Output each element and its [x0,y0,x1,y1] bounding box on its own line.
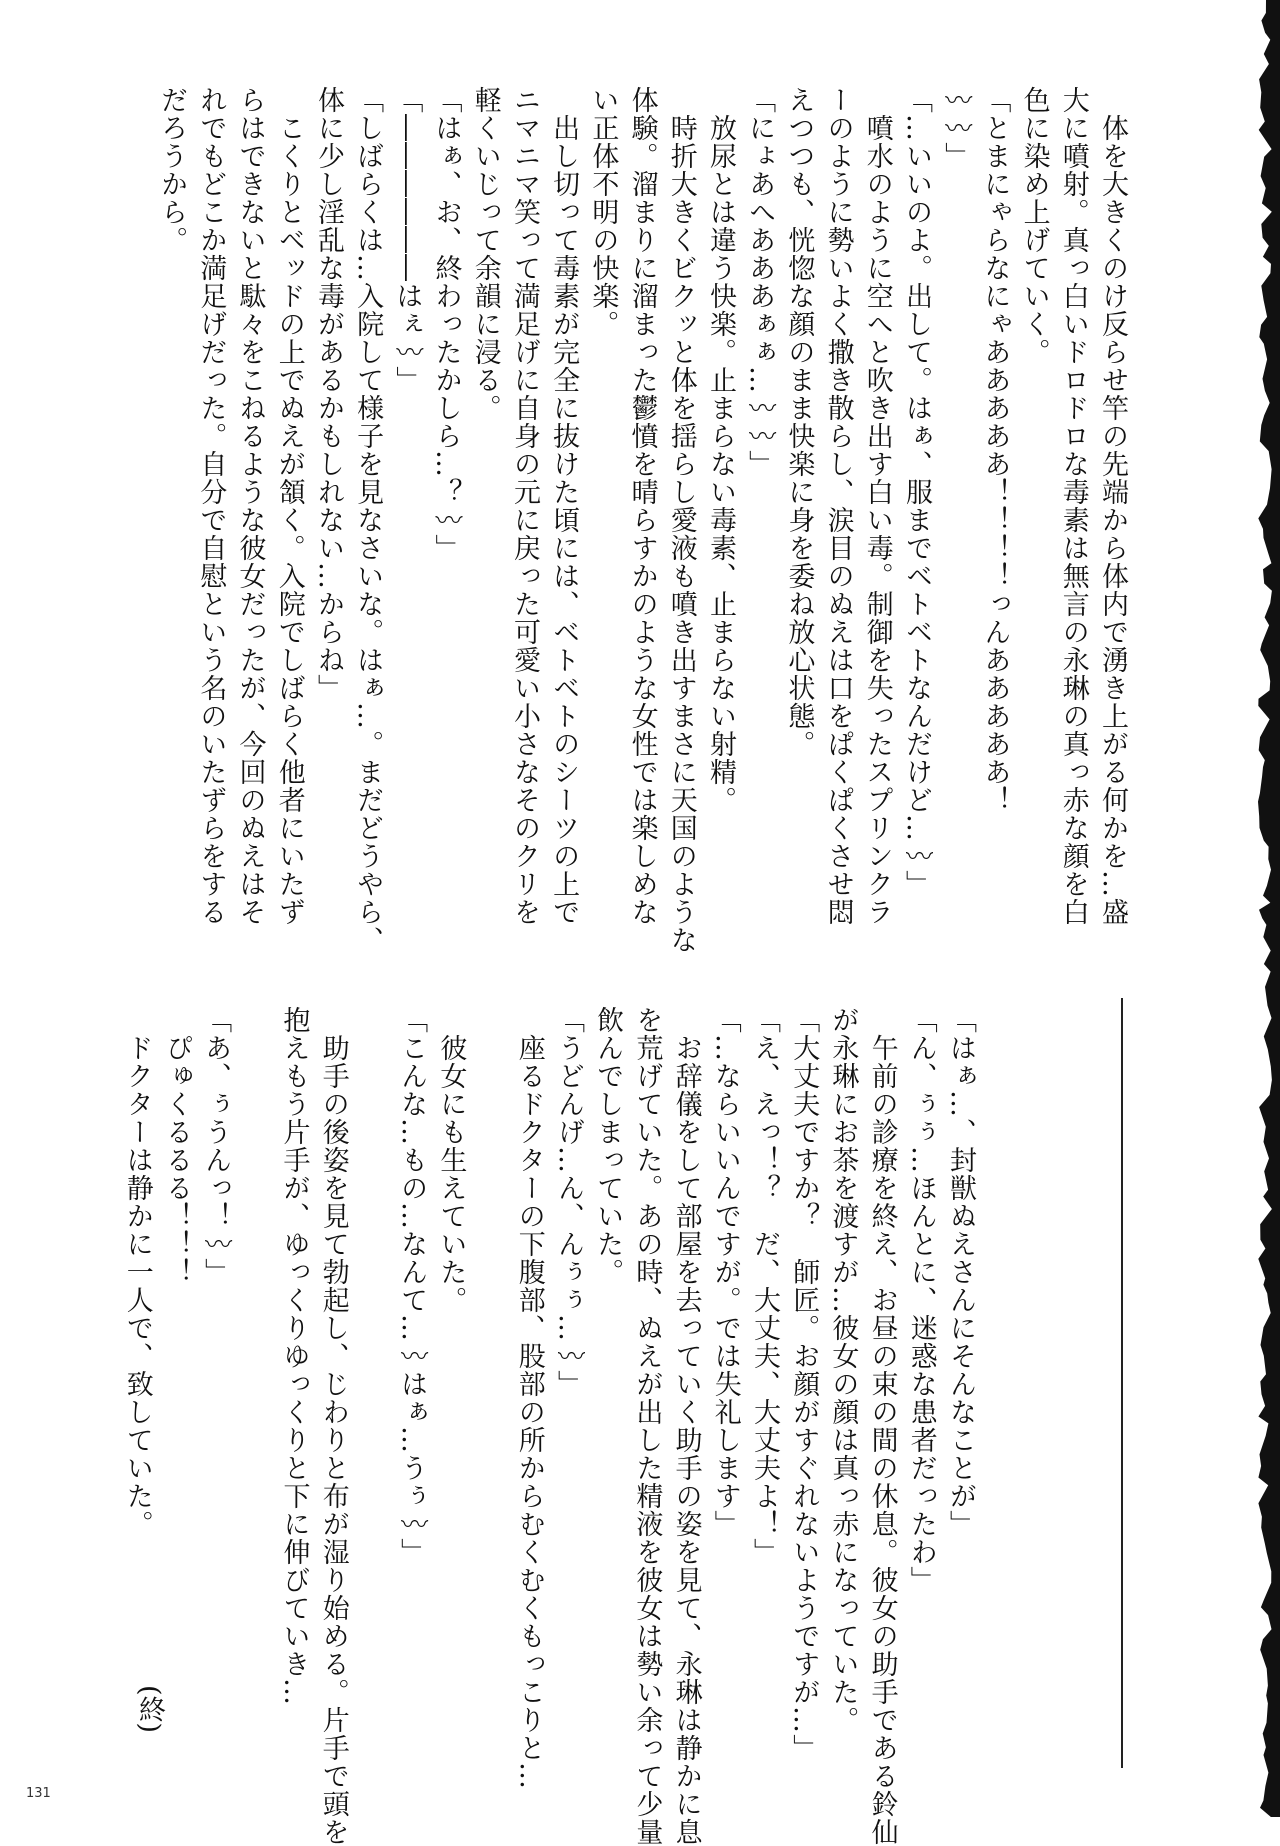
upper-text-line: らはできないと駄々をこねるような彼女だったが、今回のぬえはそ [234,86,266,926]
lower-text-line: 「うどんげ…ん、んぅぅ…〰」 [552,1006,584,1398]
lower-text-line: 午前の診療を終え、お昼の束の間の休息。彼女の助手である鈴仙 [866,1006,898,1846]
lower-text-line: 「はぁ…、封獣ぬえさんにそんなことが」 [945,1006,976,1538]
upper-text-line: 「はぁ、お、終わったかしら…？〰」 [430,86,462,562]
upper-text-line: 「にょあへあああぁぁ…〰〰」 [744,86,776,478]
upper-text-line: 〰〰」 [940,86,972,170]
upper-text-line: ーのように勢いよく撒き散らし、涙目のぬえは口をぱくぱくさせ悶 [822,86,854,926]
upper-text-line: だろうから。 [156,86,188,254]
upper-text-line: 時折大きくビクッと体を揺らし愛液も噴き出すまさに天国のような [665,86,697,954]
upper-text-line: えつつも、恍惚な顔のまま快楽に身を委ね放心状態。 [783,86,815,758]
upper-text-line: 体験。溜まりに溜まった鬱憤を晴らすかのような女性では楽しめな [626,86,658,926]
upper-text-line: 「…いいのよ。出して。はぁ、服までベトベトなんだけど…〰」 [900,86,932,898]
lower-text-block [118,1006,980,1846]
lower-text-line: ぴゅくるるる！！！ [160,1006,192,1286]
torn-edge-decoration [1244,0,1280,1817]
lower-text-line: 座るドクターの下腹部、股部の所からむくむくもっこりと… [513,1006,545,1790]
upper-text-line: 軽くいじって余韻に浸る。 [469,86,501,422]
end-mark: (終) [134,1685,165,1734]
lower-text-line: が永琳にお茶を渡すが…彼女の顔は真っ赤になっていた。 [827,1006,859,1734]
upper-text-line: 「――――――はぇ〰」 [391,86,423,394]
upper-text-line: れでもどこか満足げだった。自分で自慰という名のいたずらをする [195,86,227,926]
upper-text-line: 体に少し淫乱な毒があるかもしれない…からね」 [312,86,344,702]
lower-text-line: 「大丈夫ですか？ 師匠。お顔がすぐれないようですが…」 [788,1006,820,1762]
lower-text-line: 「ん、ぅぅ…ほんとに、迷惑な患者だったわ」 [905,1006,937,1594]
lower-text-line: 助手の後姿を見て勃起し、じわりと布が湿り始める。片手で頭を [317,1006,349,1846]
upper-text-line: 大に噴射。真っ白いドロドロな毒素は無言の永琳の真っ赤な顔を白 [1057,86,1089,926]
upper-text-line: 放尿とは違う快楽。止まらない毒素、止まらない射精。 [704,86,736,814]
lower-text-line: 「…ならいいんですが。では失礼します」 [709,1006,741,1538]
lower-text-line: お辞儀をして部屋を去っていく助手の姿を見て、永琳は静かに息 [670,1006,702,1846]
lower-text-line: 彼女にも生えていた。 [435,1006,467,1314]
upper-text-line: い正体不明の快楽。 [587,86,619,338]
lower-text-line: 「こんな…もの…なんて…〰はぁ…うぅ〰」 [396,1006,428,1566]
lower-text-line: 抱えもう片手が、ゆっくりゆっくりと下に伸びていき… [278,1006,310,1706]
lower-text-line: 「え、えっ！？ だ、大丈夫、大丈夫よ！」 [748,1006,780,1566]
lower-text-line: 「あ、ぅうんっ！〰」 [200,1006,232,1286]
upper-text-line: 「しばらくは…入院して様子を見なさいな。はぁ…。まだどうやら、 [352,86,384,954]
upper-text-line: 出し切って毒素が完全に抜けた頃には、ベトベトのシーツの上で [548,86,580,926]
upper-text-line: 色に染め上げていく。 [1018,86,1050,366]
upper-text-line: こくりとベッドの上でぬえが頷く。入院でしばらく他者にいたず [273,86,305,926]
page-number: 131 [26,1786,51,1801]
lower-text-line: ドクターは静かに一人で、致していた。 [121,1006,153,1538]
lower-text-line: を荒げていた。あの時、ぬえが出した精液を彼女は勢い余って少量 [631,1006,663,1846]
lower-text-line [353,1006,392,1766]
upper-text-line: 体を大きくのけ反らせ竿の先端から体内で湧き上がる何かを…盛 [1097,86,1128,926]
lower-text-line [470,1006,509,1766]
section-divider-line [1121,998,1123,1768]
upper-text-line: 噴水のように空へと吹き出す白い毒。制御を失ったスプリンクラ [861,86,893,926]
lower-text-line: 飲んでしまっていた。 [592,1006,624,1286]
lower-text-line [235,1006,274,1766]
upper-text-line: ニマニマ笑って満足げに自身の元に戻った可愛い小さなそのクリを [508,86,540,926]
upper-text-block [152,86,1132,954]
upper-text-line: 「とまにゃらなにゃあああああ！！！！っんあああああ！ [979,86,1011,814]
